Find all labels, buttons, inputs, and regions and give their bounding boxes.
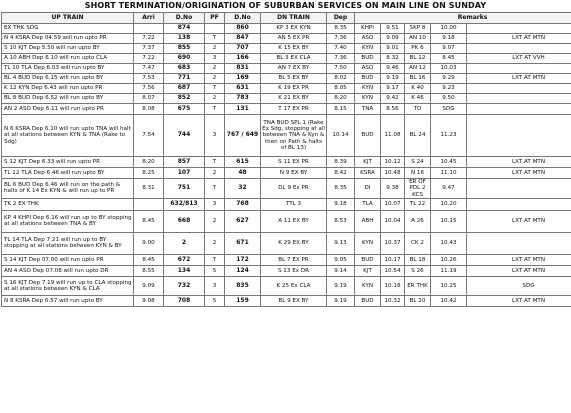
- dep-cell: 7.50: [327, 64, 355, 74]
- dno-cell: 107: [164, 168, 205, 179]
- remark-time-cell: 9.42: [381, 94, 405, 104]
- remark-train-cell: K 46: [405, 94, 431, 104]
- dno-cell: 668: [164, 210, 205, 232]
- remark-time-cell: 10.04: [381, 210, 405, 232]
- remark-note-cell: LXT AT MTN: [467, 265, 571, 276]
- dn-train-cell: BL 9 EX BY: [261, 295, 327, 306]
- dno2-cell: 783: [225, 94, 261, 104]
- table-row: [2, 94, 571, 104]
- table-row: [2, 276, 571, 295]
- arri-cell: 8.20: [134, 157, 164, 168]
- remark-time-cell: 11.08: [381, 115, 405, 157]
- dno2-cell: 166: [225, 54, 261, 64]
- remark-train-cell: S 24: [405, 157, 431, 168]
- dep-cell: 8.02: [327, 74, 355, 84]
- dno-cell: 138: [164, 34, 205, 44]
- header-dno-2: D.No: [225, 13, 261, 24]
- pf-cell: [205, 24, 225, 34]
- pf-cell: 2: [205, 94, 225, 104]
- pf-cell: T: [205, 34, 225, 44]
- up-train-cell: S 16 KJT Dep 7.19 will run up to CLA stopping at all stations between KYN & CLA: [2, 276, 134, 295]
- pf-cell: 3: [205, 198, 225, 210]
- remark-train-cell: A 26: [405, 210, 431, 232]
- remark-note-cell: SDG: [467, 276, 571, 295]
- remark-train-cell: BL 18: [405, 254, 431, 265]
- remark-time-cell: 10.17: [381, 254, 405, 265]
- remark-station-cell: BUD: [355, 74, 381, 84]
- dno2-cell: 631: [225, 84, 261, 94]
- remark-train-cell: BL 24: [405, 115, 431, 157]
- remark-time2-cell: 9.23: [431, 84, 467, 94]
- dno-cell: 683: [164, 64, 205, 74]
- dn-train-cell: TNA BUD SPL 1 (Rake Ex Sdg, stopping at all between TNA & Kyn & then on Path & halts of BL 13): [261, 115, 327, 157]
- dep-cell: 8.35: [327, 179, 355, 199]
- remark-time2-cell: 10.45: [431, 157, 467, 168]
- table-row: [2, 84, 571, 94]
- up-train-cell: S 10 KJT Dep 5.50 will run upto BY: [2, 44, 134, 54]
- dno-cell: 857: [164, 157, 205, 168]
- remark-note-cell: [467, 104, 571, 115]
- up-train-cell: N 6 KSRA Dep 6.10 will run upto TNA will halt at all stations between KYN & TNA (Rake to Sdg): [2, 115, 134, 157]
- remark-time2-cell: 8.45: [431, 54, 467, 64]
- remark-time2-cell: 10.00: [431, 24, 467, 34]
- dno2-cell: 671: [225, 232, 261, 254]
- dno-cell: 2: [164, 232, 205, 254]
- remark-train-cell: AN 12: [405, 64, 431, 74]
- dno-cell: 675: [164, 104, 205, 115]
- header-arri: Arri: [134, 13, 164, 24]
- remark-train-cell: PK 6: [405, 44, 431, 54]
- table-row: [2, 157, 571, 168]
- dno2-cell: 32: [225, 179, 261, 199]
- remark-train-cell: BL 20: [405, 295, 431, 306]
- remark-note-cell: LXT AT MTN: [467, 295, 571, 306]
- remark-note-cell: LXT AT MTN: [467, 254, 571, 265]
- up-train-cell: A 10 ABH Dep 6.10 will run upto CLA: [2, 54, 134, 64]
- remark-note-cell: LXT AT MTN: [467, 157, 571, 168]
- remark-train-cell: BL 16: [405, 74, 431, 84]
- pf-cell: 2: [205, 44, 225, 54]
- arri-cell: 8.45: [134, 254, 164, 265]
- arri-cell: [134, 198, 164, 210]
- remark-station-cell: ABH: [355, 210, 381, 232]
- dn-train-cell: TTL 3: [261, 198, 327, 210]
- remark-time2-cell: 10.42: [431, 295, 467, 306]
- table-row: [2, 265, 571, 276]
- remark-train-cell: ER OF PDL 2 KCS: [405, 179, 431, 199]
- dn-train-cell: DL 9 Ex PR: [261, 179, 327, 199]
- arri-cell: 8.07: [134, 94, 164, 104]
- remark-time2-cell: SDG: [431, 104, 467, 115]
- dno-cell: 690: [164, 54, 205, 64]
- up-train-cell: TL 12 TLA Dep 6.46 will run upto BY: [2, 168, 134, 179]
- dno2-cell: 48: [225, 168, 261, 179]
- pf-cell: 2: [205, 74, 225, 84]
- remark-note-cell: [467, 24, 571, 34]
- dep-cell: 7.36: [327, 34, 355, 44]
- remark-time2-cell: 10.15: [431, 210, 467, 232]
- pf-cell: T: [205, 179, 225, 199]
- dno2-cell: 131: [225, 104, 261, 115]
- dno2-cell: 768: [225, 198, 261, 210]
- up-train-cell: TL 14 TLA Dep 7.21 will run up to BY stopping at all stations between KYN & BY: [2, 232, 134, 254]
- dno-cell: 732: [164, 276, 205, 295]
- remark-note-cell: LXT AT VVH: [467, 54, 571, 64]
- remark-time2-cell: 9.47: [431, 179, 467, 199]
- up-train-cell: BL 4 BUD Dep 6.15 will run upto BY: [2, 74, 134, 84]
- arri-cell: [134, 24, 164, 34]
- remark-train-cell: TL 22: [405, 198, 431, 210]
- remark-train-cell: AN 10: [405, 34, 431, 44]
- table-row: [2, 254, 571, 265]
- remark-time-cell: 9.17: [381, 84, 405, 94]
- remark-time-cell: 10.48: [381, 168, 405, 179]
- dep-cell: 7.40: [327, 44, 355, 54]
- remark-note-cell: [467, 198, 571, 210]
- dn-train-cell: T 17 EX PR: [261, 104, 327, 115]
- dep-cell: 9.05: [327, 254, 355, 265]
- arri-cell: 8.08: [134, 104, 164, 115]
- pf-cell: T: [205, 254, 225, 265]
- remark-note-cell: [467, 94, 571, 104]
- up-train-cell: K 12 KYN Dep 6.43 will run upto PR: [2, 84, 134, 94]
- dno2-cell: 835: [225, 276, 261, 295]
- dno2-cell: 831: [225, 64, 261, 74]
- arri-cell: 8.31: [134, 179, 164, 199]
- pf-cell: T: [205, 84, 225, 94]
- pf-cell: 2: [205, 210, 225, 232]
- remark-train-cell: K 40: [405, 84, 431, 94]
- dno-cell: 771: [164, 74, 205, 84]
- dep-cell: 8.42: [327, 168, 355, 179]
- arri-cell: 9.00: [134, 232, 164, 254]
- table-row: [2, 295, 571, 306]
- remark-station-cell: KJT: [355, 157, 381, 168]
- remark-station-cell: DI: [355, 179, 381, 199]
- arri-cell: 8.55: [134, 265, 164, 276]
- pf-cell: 2: [205, 64, 225, 74]
- table-row: [2, 24, 571, 34]
- table-row: [2, 44, 571, 54]
- dno2-cell: 159: [225, 295, 261, 306]
- remark-station-cell: TNA: [355, 104, 381, 115]
- dno2-cell: 627: [225, 210, 261, 232]
- dn-train-cell: S 13 Ex DR: [261, 265, 327, 276]
- remark-note-cell: LXT AT MTN: [467, 34, 571, 44]
- dn-train-cell: K 29 EX BY: [261, 232, 327, 254]
- table-row: [2, 168, 571, 179]
- remark-time-cell: 10.54: [381, 265, 405, 276]
- remark-note-cell: LXT AT MTN: [467, 168, 571, 179]
- arri-cell: 7.54: [134, 115, 164, 157]
- remark-train-cell: SKP 8: [405, 24, 431, 34]
- remark-station-cell: BUD: [355, 295, 381, 306]
- dep-cell: 8.05: [327, 84, 355, 94]
- up-train-cell: BL 6 BUD Dep 6.46 will run on the path & halts of K 14 Ex KYN & will run up to PR: [2, 179, 134, 199]
- remark-note-cell: [467, 44, 571, 54]
- dep-cell: 8.39: [327, 157, 355, 168]
- header-dno: D.No: [164, 13, 205, 24]
- remark-time2-cell: 10.25: [431, 276, 467, 295]
- remark-time-cell: 9.01: [381, 44, 405, 54]
- remark-time-cell: 9.38: [381, 179, 405, 199]
- header-dn-train: DN TRAIN: [261, 13, 327, 24]
- table-row: [2, 179, 571, 199]
- arri-cell: 8.25: [134, 168, 164, 179]
- remark-station-cell: KJT: [355, 265, 381, 276]
- dep-cell: 9.14: [327, 265, 355, 276]
- remark-time-cell: 8.32: [381, 54, 405, 64]
- remark-time-cell: 8.56: [381, 104, 405, 115]
- page-title: SHORT TERMINATION/ORIGINATION OF SUBURBAN SERVICES ON MAIN LINE ON SUNDAY: [84, 1, 487, 10]
- dn-train-cell: K 15 EX BY: [261, 44, 327, 54]
- remark-station-cell: ASO: [355, 64, 381, 74]
- remark-train-cell: ER THK: [405, 276, 431, 295]
- header-up-train: UP TRAIN: [2, 13, 134, 24]
- remark-note-cell: [467, 232, 571, 254]
- up-train-cell: S 14 KJT Dep 07.00 will run upto PR: [2, 254, 134, 265]
- dn-train-cell: K 21 EX BY: [261, 94, 327, 104]
- dn-train-cell: N 9 EX BY: [261, 168, 327, 179]
- dn-train-cell: BL 3 EX CLA: [261, 54, 327, 64]
- dep-cell: 8.20: [327, 94, 355, 104]
- remark-station-cell: KYN: [355, 44, 381, 54]
- remark-station-cell: KYN: [355, 276, 381, 295]
- remark-time2-cell: 11.10: [431, 168, 467, 179]
- up-train-cell: EX THK SDG: [2, 24, 134, 34]
- remark-note-cell: LXT AT MTN: [467, 74, 571, 84]
- remark-station-cell: BUD: [355, 115, 381, 157]
- table-row: [2, 74, 571, 84]
- remark-train-cell: N 16: [405, 168, 431, 179]
- dno-cell: 687: [164, 84, 205, 94]
- table-row: [2, 198, 571, 210]
- remark-time2-cell: 10.43: [431, 232, 467, 254]
- remark-station-cell: KHPI: [355, 24, 381, 34]
- remark-station-cell: ASO: [355, 34, 381, 44]
- remark-time2-cell: 10.26: [431, 254, 467, 265]
- remark-train-cell: S 26: [405, 265, 431, 276]
- table-row: [2, 54, 571, 64]
- remark-time-cell: 10.18: [381, 276, 405, 295]
- table-row: [2, 64, 571, 74]
- remark-time-cell: 9.09: [381, 34, 405, 44]
- pf-cell: 3: [205, 54, 225, 64]
- arri-cell: 7.22: [134, 54, 164, 64]
- dno2-cell: 169: [225, 74, 261, 84]
- remark-station-cell: KSRA: [355, 168, 381, 179]
- arri-cell: 7.22: [134, 34, 164, 44]
- pf-cell: 3: [205, 276, 225, 295]
- up-train-cell: N 8 KSRA Dep 6.57 will run upto BY: [2, 295, 134, 306]
- remark-time2-cell: 9.18: [431, 34, 467, 44]
- up-train-cell: AN 4 ASO Dep 07.08 will run upto DR: [2, 265, 134, 276]
- remark-time2-cell: 9.29: [431, 74, 467, 84]
- pf-cell: T: [205, 104, 225, 115]
- dno2-cell: 707: [225, 44, 261, 54]
- dn-train-cell: K 25 Ex CLA: [261, 276, 327, 295]
- dep-cell: 8.35: [327, 24, 355, 34]
- table-row: [2, 34, 571, 44]
- dep-cell: 10.14: [327, 115, 355, 157]
- dno2-cell: 847: [225, 34, 261, 44]
- remark-time2-cell: 10.03: [431, 64, 467, 74]
- arri-cell: 9.08: [134, 295, 164, 306]
- header-row: [2, 13, 571, 24]
- dep-cell: 7.36: [327, 54, 355, 64]
- dno-cell: 855: [164, 44, 205, 54]
- dn-train-cell: AN 5 EX PR: [261, 34, 327, 44]
- up-train-cell: TL 10 TLA Dep 6.03 will run upto BY: [2, 64, 134, 74]
- arri-cell: 9.09: [134, 276, 164, 295]
- dno-cell: 708: [164, 295, 205, 306]
- dno2-cell: 767 / 649: [225, 115, 261, 157]
- dn-train-cell: S 11 EX PR: [261, 157, 327, 168]
- remark-note-cell: LXT AT MTN: [467, 210, 571, 232]
- table-row: [2, 115, 571, 157]
- dno-cell: 672: [164, 254, 205, 265]
- dep-cell: 9.18: [327, 198, 355, 210]
- dno-cell: 134: [164, 265, 205, 276]
- dn-train-cell: KP 3 EX KYN: [261, 24, 327, 34]
- remark-time-cell: 9.46: [381, 64, 405, 74]
- up-train-cell: S 12 KJT Dep 6.33 will run upto PR: [2, 157, 134, 168]
- remark-time2-cell: 9.07: [431, 44, 467, 54]
- remark-station-cell: BUD: [355, 54, 381, 64]
- table-row: [2, 232, 571, 254]
- schedule-table: [1, 12, 571, 307]
- remark-note-cell: [467, 179, 571, 199]
- arri-cell: 8.45: [134, 210, 164, 232]
- dn-train-cell: BL 5 EX BY: [261, 74, 327, 84]
- up-train-cell: N 4 KSRA Dep 04.59 will run upto PR: [2, 34, 134, 44]
- remark-station-cell: TLA: [355, 198, 381, 210]
- table-body: [2, 24, 571, 307]
- dno-cell: 751: [164, 179, 205, 199]
- pf-cell: 5: [205, 265, 225, 276]
- up-train-cell: BL 8 BUD Dep 6.52 will run upto BY: [2, 94, 134, 104]
- remark-note-cell: [467, 115, 571, 157]
- pf-cell: T: [205, 157, 225, 168]
- remark-time2-cell: 11.23: [431, 115, 467, 157]
- arri-cell: 7.37: [134, 44, 164, 54]
- remark-time-cell: 10.37: [381, 232, 405, 254]
- dep-cell: 9.19: [327, 276, 355, 295]
- remark-time-cell: 9.51: [381, 24, 405, 34]
- dno-cell: 874: [164, 24, 205, 34]
- remark-train-cell: TO: [405, 104, 431, 115]
- up-train-cell: KP 4 KHPI Dep 6.16 will run up to BY stopping at all stations between TNA & BY: [2, 210, 134, 232]
- pf-cell: 2: [205, 232, 225, 254]
- pf-cell: 5: [205, 295, 225, 306]
- arri-cell: 7.53: [134, 74, 164, 84]
- dep-cell: 8.53: [327, 210, 355, 232]
- remark-station-cell: KYN: [355, 84, 381, 94]
- dno-cell: 852: [164, 94, 205, 104]
- up-train-cell: AN 2 ASO Dep 6.11 will run upto PR: [2, 104, 134, 115]
- dno2-cell: 615: [225, 157, 261, 168]
- dno2-cell: 860: [225, 24, 261, 34]
- dep-cell: 9.13: [327, 232, 355, 254]
- remark-time-cell: 10.32: [381, 295, 405, 306]
- remark-train-cell: BL 12: [405, 54, 431, 64]
- dno2-cell: 124: [225, 265, 261, 276]
- remark-time2-cell: 10.20: [431, 198, 467, 210]
- header-dep: Dep: [327, 13, 355, 24]
- arri-cell: 7.47: [134, 64, 164, 74]
- dno-cell: 744: [164, 115, 205, 157]
- dn-train-cell: A 11 EX BY: [261, 210, 327, 232]
- table-row: [2, 210, 571, 232]
- dno-cell: 632/813: [164, 198, 205, 210]
- remark-time2-cell: 11.19: [431, 265, 467, 276]
- pf-cell: 2: [205, 168, 225, 179]
- remark-time2-cell: 9.50: [431, 94, 467, 104]
- dn-train-cell: BL 7 EX PR: [261, 254, 327, 265]
- header-remarks: Remarks: [355, 13, 571, 24]
- dn-train-cell: K 19 EX PR: [261, 84, 327, 94]
- remark-station-cell: BUD: [355, 254, 381, 265]
- dep-cell: 9.19: [327, 295, 355, 306]
- dn-train-cell: AN 7 EX BY: [261, 64, 327, 74]
- arri-cell: 7.56: [134, 84, 164, 94]
- remark-time-cell: 10.12: [381, 157, 405, 168]
- dep-cell: 8.15: [327, 104, 355, 115]
- remark-time-cell: 9.19: [381, 74, 405, 84]
- remark-note-cell: [467, 84, 571, 94]
- dno2-cell: 172: [225, 254, 261, 265]
- pf-cell: 3: [205, 115, 225, 157]
- remark-time-cell: 10.07: [381, 198, 405, 210]
- remark-station-cell: KYN: [355, 94, 381, 104]
- remark-note-cell: [467, 64, 571, 74]
- header-pf: PF: [205, 13, 225, 24]
- remark-train-cell: CK 2: [405, 232, 431, 254]
- up-train-cell: TK 2 EX THK: [2, 198, 134, 210]
- remark-station-cell: KYN: [355, 232, 381, 254]
- table-row: [2, 104, 571, 115]
